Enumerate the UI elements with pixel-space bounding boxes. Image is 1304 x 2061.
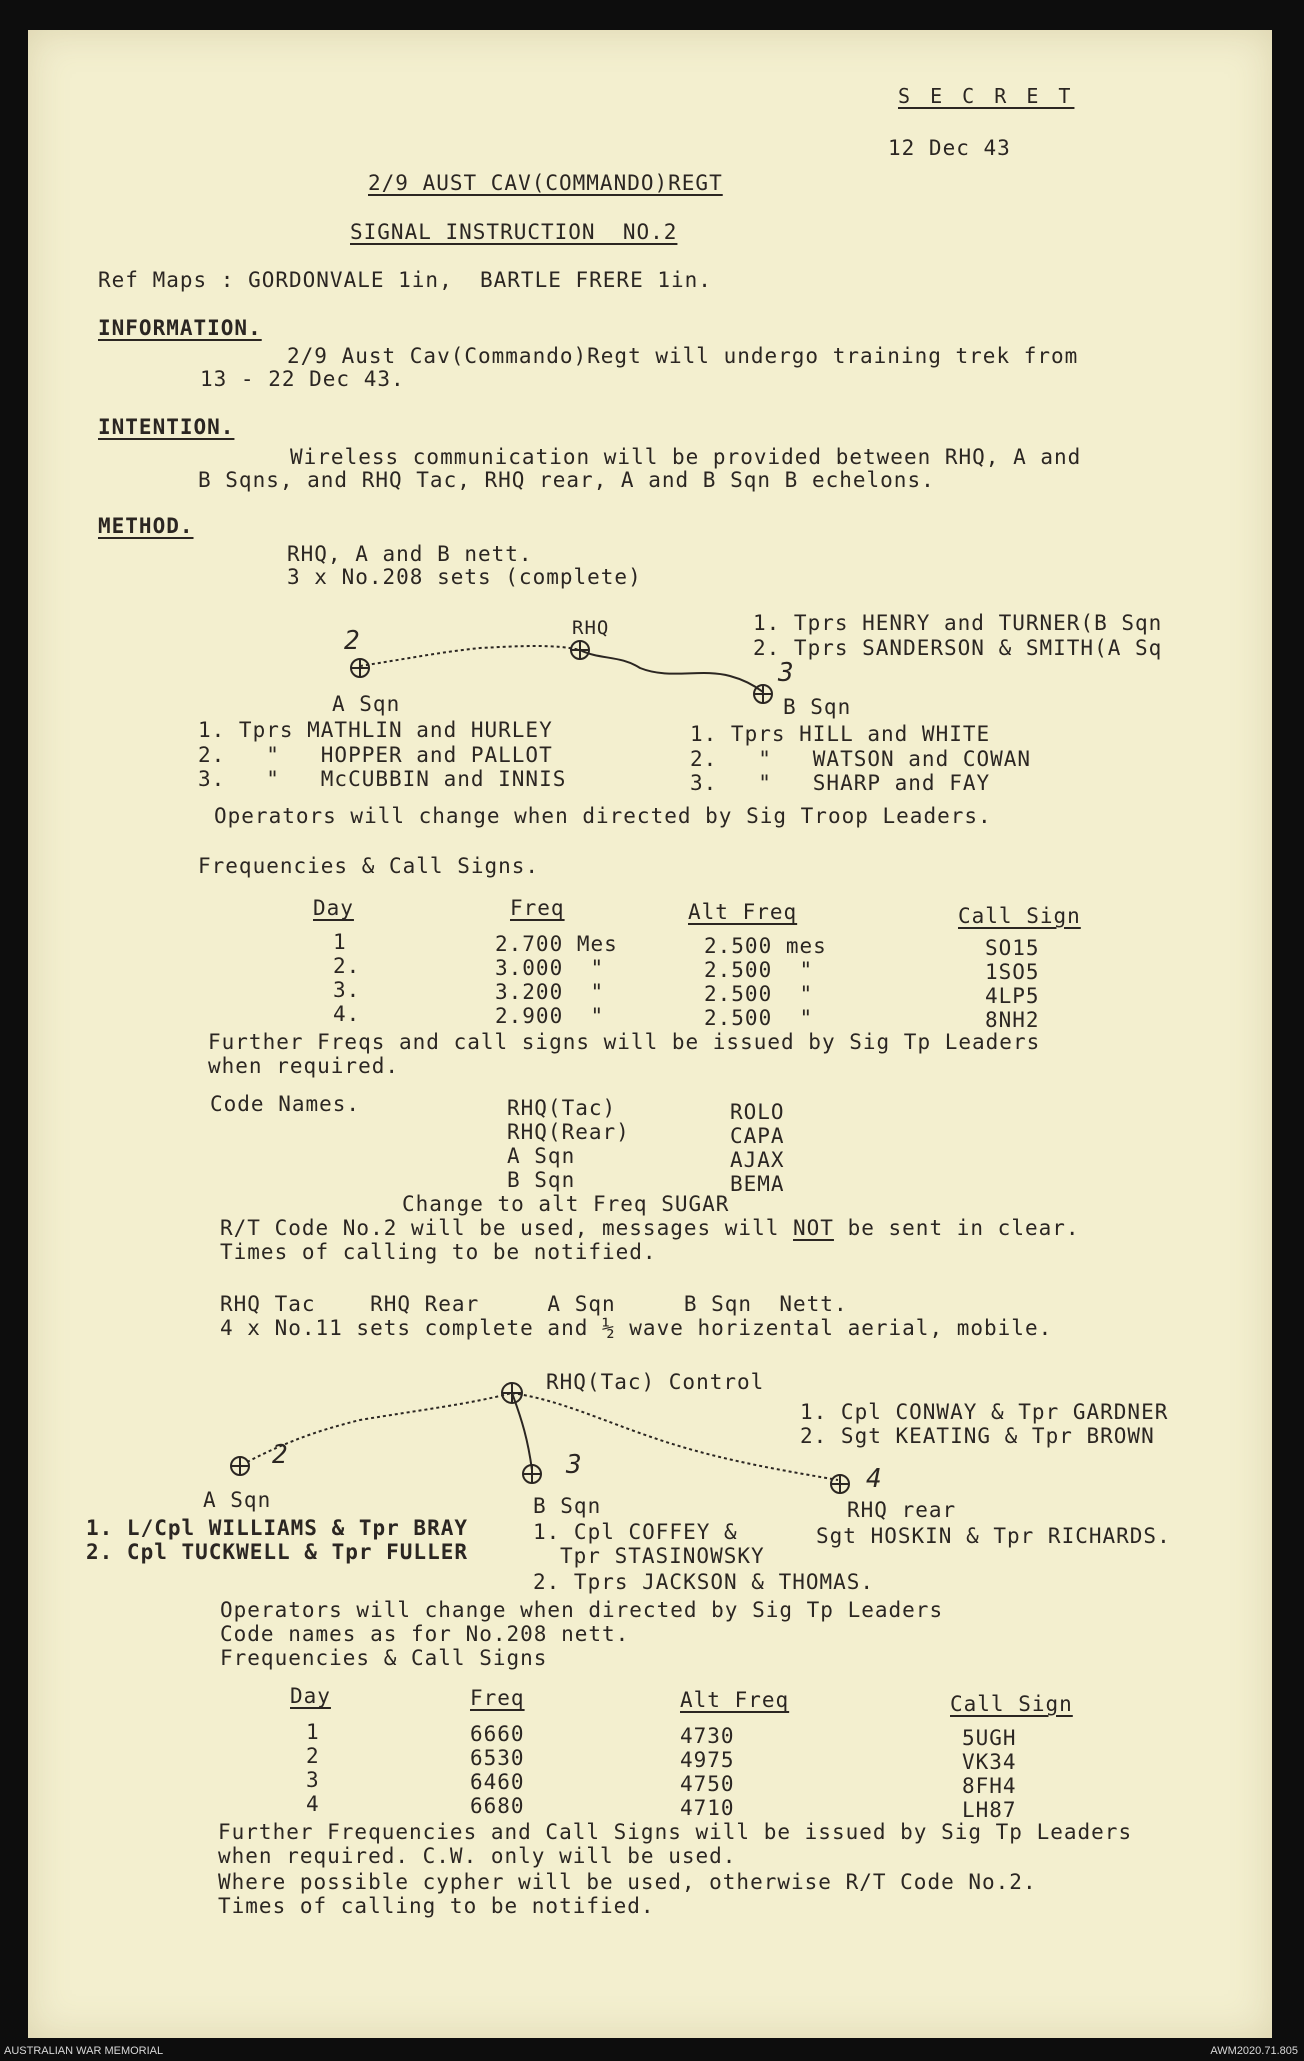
net2-row-4-freq: 6680 [470,1794,525,1818]
net2-rear-operators: Sgt HOSKIN & Tpr RICHARDS. [816,1524,1171,1548]
net2-row-1-day: 1 [306,1720,320,1744]
net1-code-names-label: Code Names. [210,1092,361,1116]
net2-link-ctrl-rear [512,1393,838,1480]
footer-right: AWM2020.71.805 [1210,2045,1298,2057]
net1-change-note: Change to alt Freq SUGAR [402,1192,730,1216]
net1-row-1-call: SO15 [985,936,1040,960]
net1-b-operator-1: 1. Tprs HILL and WHITE [690,722,991,746]
net1-row-3-call: 4LP5 [985,984,1040,1008]
net2-times-note: Times of calling to be notified. [218,1894,655,1918]
code-name-station-1: RHQ(Tac) [507,1096,617,1120]
net1-a-number: 2 [344,626,361,656]
net2-a-label: A Sqn [203,1488,272,1512]
document-date: 12 Dec 43 [888,136,1011,160]
net2-table-header-call-sign: Call Sign [950,1692,1073,1716]
net2-title: RHQ Tac RHQ Rear A Sqn B Sqn Nett. [220,1292,848,1316]
net2-link-ctrl-b [512,1393,532,1470]
net2-a-operator-2: 2. Cpl TUCKWELL & Tpr FULLER [86,1540,469,1564]
net1-a-label: A Sqn [332,692,401,716]
net1-a-operator-3: 3. " McCUBBIN and INNIS [198,767,567,791]
net2-b-number: 3 [566,1450,583,1480]
net2-row-3-freq: 6460 [470,1770,525,1794]
net2-further-line-2: when required. C.W. only will be used. [218,1844,737,1868]
net2-row-2-day: 2 [306,1744,320,1768]
unit-title: 2/9 AUST CAV(COMMANDO)REGT [368,171,723,195]
net2-row-3-day: 3 [306,1768,320,1792]
net2-row-4-alt: 4710 [680,1796,735,1820]
net2-code-note: Code names as for No.208 nett. [220,1622,630,1646]
net1-freq-heading: Frequencies & Call Signs. [198,854,540,878]
net1-operators-note: Operators will change when directed by Sig Troop Leaders. [214,804,992,828]
information-line-2: 13 - 22 Dec 43. [200,367,405,391]
net1-row-2-alt: 2.500 " [704,958,814,982]
net1-row-1-freq: 2.700 Mes [495,932,618,956]
net2-row-4-day: 4 [306,1792,320,1816]
code-name-value-1: ROLO [730,1100,785,1124]
footer-left: AUSTRALIAN WAR MEMORIAL [4,2045,164,2057]
net1-row-4-freq: 2.900 " [495,1004,605,1028]
net1-rhq-operator-1: 1. Tprs HENRY and TURNER(B Sqn [753,611,1163,635]
net1-b-label: B Sqn [783,695,852,719]
net1-b-number: 3 [778,658,795,688]
net1-title: RHQ, A and B nett. [287,542,533,566]
net1-row-3-freq: 3.200 " [495,980,605,1004]
net1-row-1-alt: 2.500 mes [704,934,827,958]
information-line-1: 2/9 Aust Cav(Commando)Regt will undergo training trek from [287,344,1079,368]
net1-row-1-day: 1 [333,930,347,954]
net1-b-operator-2: 2. " WATSON and COWAN [690,747,1032,771]
net1-row-4-call: 8NH2 [985,1008,1040,1032]
net2-b-operator-1-cont: Tpr STASINOWSKY [560,1544,765,1568]
net2-row-3-call: 8FH4 [962,1774,1017,1798]
net2-table-header-alt-freq: Alt Freq [680,1688,790,1712]
code-name-station-4: B Sqn [507,1168,576,1192]
net1-row-2-call: 1SO5 [985,960,1040,984]
net1-link-rhq-b [580,650,763,692]
code-name-station-3: A Sqn [507,1144,576,1168]
net2-freq-heading: Frequencies & Call Signs [220,1646,548,1670]
net2-a-number: 2 [272,1440,289,1470]
net2-row-1-freq: 6660 [470,1722,525,1746]
net2-row-3-alt: 4750 [680,1772,735,1796]
net2-row-2-alt: 4975 [680,1748,735,1772]
net2-row-1-call: 5UGH [962,1726,1017,1750]
net2-rear-label: RHQ rear [847,1498,957,1522]
net2-row-1-alt: 4730 [680,1724,735,1748]
classification-marking: S E C R E T [898,84,1075,108]
net1-row-3-alt: 2.500 " [704,982,814,1006]
net1-further-line-2: when required. [208,1054,400,1078]
net1-rt-code-line: R/T Code No.2 will be used, messages will NOT be sent in clear. [220,1216,1080,1240]
net1-link-a-rhq [360,646,580,666]
net1-rhq-operator-2: 2. Tprs SANDERSON & SMITH(A Sq [753,636,1163,660]
net1-sets: 3 x No.208 sets (complete) [287,565,642,589]
ref-maps: Ref Maps : GORDONVALE 1in, BARTLE FRERE 1in. [98,268,712,292]
net2-row-2-freq: 6530 [470,1746,525,1770]
net1-rhq-label: RHQ [572,617,610,639]
code-name-value-3: AJAX [730,1148,785,1172]
intention-heading: INTENTION. [98,415,235,439]
net2-cypher-note: Where possible cypher will be used, otherwise R/T Code No.2. [218,1870,1037,1894]
net1-row-2-freq: 3.000 " [495,956,605,980]
net1-table-header-day: Day [313,896,354,920]
net2-table-header-freq: Freq [470,1686,525,1710]
net2-further-line-1: Further Frequencies and Call Signs will be issued by Sig Tp Leaders [218,1820,1133,1844]
method-heading: METHOD. [98,514,194,538]
net1-row-4-day: 4. [333,1002,361,1026]
net1-further-line-1: Further Freqs and call signs will be issued by Sig Tp Leaders [208,1030,1041,1054]
information-heading: INFORMATION. [98,316,262,340]
net1-a-operator-1: 1. Tprs MATHLIN and HURLEY [198,718,553,742]
archive-footer [0,2041,1304,2061]
net2-row-4-call: LH87 [962,1798,1017,1822]
net2-control-label: RHQ(Tac) Control [546,1370,765,1394]
net2-b-operator-1: 1. Cpl COFFEY & [533,1520,738,1544]
net1-row-2-day: 2. [333,954,361,978]
net2-ctrl-operator-1: 1. Cpl CONWAY & Tpr GARDNER [800,1400,1169,1424]
intention-line-2: B Sqns, and RHQ Tac, RHQ rear, A and B Sqn B echelons. [198,468,935,492]
net2-b-label: B Sqn [533,1494,602,1518]
net1-table-header-call-sign: Call Sign [958,904,1081,928]
code-name-value-2: CAPA [730,1124,785,1148]
net2-rear-number: 4 [866,1464,883,1494]
document-title: SIGNAL INSTRUCTION NO.2 [350,220,678,244]
code-name-value-4: BEMA [730,1172,785,1196]
net1-a-operator-2: 2. " HOPPER and PALLOT [198,743,553,767]
net2-ctrl-operator-2: 2. Sgt KEATING & Tpr BROWN [800,1424,1155,1448]
net2-b-operator-2: 2. Tprs JACKSON & THOMAS. [533,1570,875,1594]
net2-operators-note: Operators will change when directed by Sig Tp Leaders [220,1598,944,1622]
net1-table-header-alt-freq: Alt Freq [688,900,798,924]
net2-sets: 4 x No.11 sets complete and ½ wave horizental aerial, mobile. [220,1316,1053,1340]
net1-b-operator-3: 3. " SHARP and FAY [690,771,991,795]
net2-table-header-day: Day [290,1684,331,1708]
net1-row-3-day: 3. [333,978,361,1002]
net1-times-note: Times of calling to be notified. [220,1240,657,1264]
net2-a-operator-1: 1. L/Cpl WILLIAMS & Tpr BRAY [86,1516,469,1540]
net2-row-2-call: VK34 [962,1750,1017,1774]
net1-row-4-alt: 2.500 " [704,1006,814,1030]
intention-line-1: Wireless communication will be provided between RHQ, A and [290,445,1082,469]
not-emphasis: NOT [793,1216,834,1240]
net1-table-header-freq: Freq [510,896,565,920]
code-name-station-2: RHQ(Rear) [507,1120,630,1144]
